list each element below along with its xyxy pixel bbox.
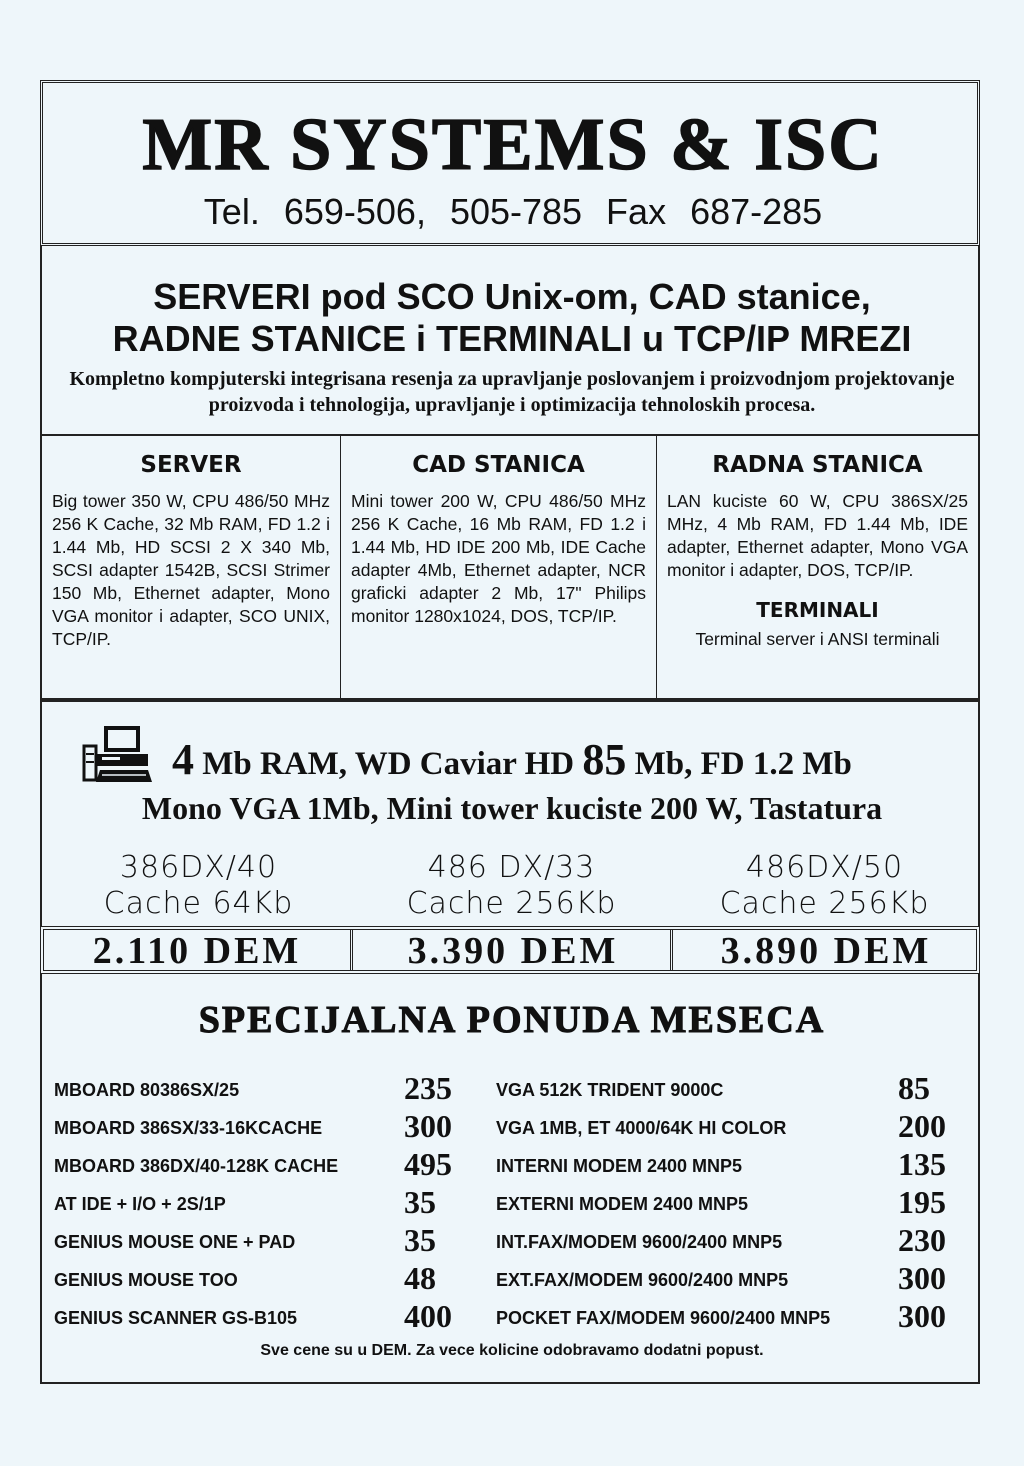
special-offer-title: SPECIJALNA PONUDA MESECA [198, 999, 826, 1041]
item-name: MBOARD 386SX/33-16KCACHE [54, 1118, 323, 1138]
list-item [54, 1298, 474, 1336]
special-offer-section [40, 974, 980, 1384]
list-item [496, 1260, 970, 1298]
server-column [42, 436, 340, 702]
item-name: GENIUS SCANNER GS-B105 [54, 1308, 298, 1328]
item-name: INTERNI MODEM 2400 MNP5 [496, 1156, 743, 1176]
item-price: 400 [404, 1298, 452, 1334]
model-cpu: 386DX/40 [119, 850, 278, 885]
item-name: GENIUS MOUSE TOO [54, 1270, 238, 1290]
list-item [54, 1146, 474, 1184]
terminali-title: TERMINALI [756, 598, 879, 622]
item-name: VGA 512K TRIDENT 9000C [496, 1080, 724, 1100]
item-price: 195 [898, 1184, 946, 1220]
server-title: SERVER [140, 452, 242, 478]
price-strip [40, 926, 980, 974]
price-486dx33: 3.390 DEM [350, 930, 673, 970]
list-item [54, 1260, 474, 1298]
item-price: 235 [404, 1070, 452, 1106]
intro-section [40, 246, 980, 434]
company-name: MR SYSTEMS & ISC [142, 104, 884, 186]
model-cache: Cache 64Kb [103, 886, 294, 921]
list-item [496, 1146, 970, 1184]
header-box [40, 80, 980, 246]
list-item [54, 1108, 474, 1146]
item-price: 495 [404, 1146, 452, 1182]
item-name: VGA 1MB, ET 4000/64K HI COLOR [496, 1118, 787, 1138]
ram-amount: 4 [172, 735, 194, 784]
item-name: POCKET FAX/MODEM 9600/2400 MNP5 [496, 1308, 831, 1328]
item-price: 300 [898, 1260, 946, 1296]
item-price: 200 [898, 1108, 946, 1144]
computer-icon [82, 724, 154, 786]
price-486dx50: 3.890 DEM [670, 930, 979, 970]
cad-title: CAD STANICA [412, 452, 585, 478]
offer-line-1-text-b: Mb, FD 1.2 Mb [626, 746, 852, 782]
terminali-spec: Terminal server i ANSI terminali [695, 629, 940, 649]
item-name: AT IDE + I/O + 2S/1P [54, 1194, 226, 1214]
cad-spec: Mini tower 200 W, CPU 486/50 MHz 256 K Cache, 16 Mb RAM, FD 1.2 i 1.44 Mb, HD IDE 200 Mb, IDE Cache adapter 4Mb, Ethernet adapter, NCR graficki adapter 2 Mb, 17" Philips monitor 1280x1024, DOS, TCP/IP. [351, 491, 646, 626]
item-price: 35 [404, 1222, 436, 1258]
radna-title: RADNA STANICA [712, 452, 923, 478]
model-486dx33 [355, 850, 668, 922]
item-price: 35 [404, 1184, 436, 1220]
price-note: Sve cene su u DEM. Za vece kolicine odobravamo dodatni popust. [260, 1342, 764, 1359]
list-item [54, 1070, 474, 1108]
item-price: 85 [898, 1070, 930, 1106]
item-price: 230 [898, 1222, 946, 1258]
item-name: GENIUS MOUSE ONE + PAD [54, 1232, 296, 1252]
model-cache: Cache 256Kb [406, 886, 617, 921]
intro-description: Kompletno kompjuterski integrisana resenja za upravljanje poslovanjem i proizvodnjom projektovanje proizvoda i tehnologija, upravljanje i optimizacija tehnoloskih procesa. [69, 368, 955, 416]
item-price: 135 [898, 1146, 946, 1182]
item-name: EXT.FAX/MODEM 9600/2400 MNP5 [496, 1270, 789, 1290]
product-columns [40, 434, 980, 700]
intro-heading-1: SERVERI pod SCO Unix-om, CAD stanice, [153, 276, 871, 317]
list-item [496, 1070, 970, 1108]
hd-size: 85 [582, 735, 627, 784]
list-item [496, 1298, 970, 1336]
radna-column [656, 436, 978, 702]
model-486dx50 [668, 850, 981, 922]
list-item [54, 1222, 474, 1260]
list-item [496, 1222, 970, 1260]
list-item [496, 1184, 970, 1222]
cad-column [340, 436, 656, 702]
item-name: EXTERNI MODEM 2400 MNP5 [496, 1194, 749, 1214]
list-item [54, 1184, 474, 1222]
radna-spec: LAN kuciste 60 W, CPU 386SX/25 MHz, 4 Mb RAM, FD 1.44 Mb, IDE adapter, Ethernet adapter, Mono VGA monitor i adapter, DOS, TCP/IP. [667, 491, 968, 580]
server-spec: Big tower 350 W, CPU 486/50 MHz 256 K Cache, 32 Mb RAM, FD 1.2 i 1.44 Mb, HD SCSI 2 X 340 Mb, SCSI adapter 1542B, SCSI Strimer 150 Mb, Ethernet adapter, Mono VGA monitor i adapter, SCO UNIX, TCP/IP. [52, 491, 330, 649]
price-386dx40: 2.110 DEM [92, 930, 302, 972]
list-item [496, 1108, 970, 1146]
advertisement-page [40, 80, 980, 1384]
item-price: 48 [404, 1260, 436, 1296]
intro-heading-2: RADNE STANICE i TERMINALI u TCP/IP MREZI [112, 318, 912, 359]
offer-line-1-text-a: Mb RAM, WD Caviar HD [194, 746, 583, 782]
item-name: INT.FAX/MODEM 9600/2400 MNP5 [496, 1232, 783, 1252]
item-name: MBOARD 80386SX/25 [54, 1080, 240, 1100]
item-name: MBOARD 386DX/40-128K CACHE [54, 1156, 339, 1176]
offer-line-2: Mono VGA 1Mb, Mini tower kuciste 200 W, Tastatura [141, 790, 883, 826]
model-cache: Cache 256Kb [719, 886, 930, 921]
contact-phones: Tel. 659-506, 505-785 Fax 687-285 [203, 191, 823, 232]
model-386dx40 [42, 850, 355, 922]
item-price: 300 [898, 1298, 946, 1334]
model-cpu: 486DX/50 [745, 850, 904, 885]
model-cpu: 486 DX/33 [427, 850, 596, 885]
offer-line-1 [172, 735, 952, 784]
pc-offer-section [40, 700, 980, 926]
item-price: 300 [404, 1108, 452, 1144]
